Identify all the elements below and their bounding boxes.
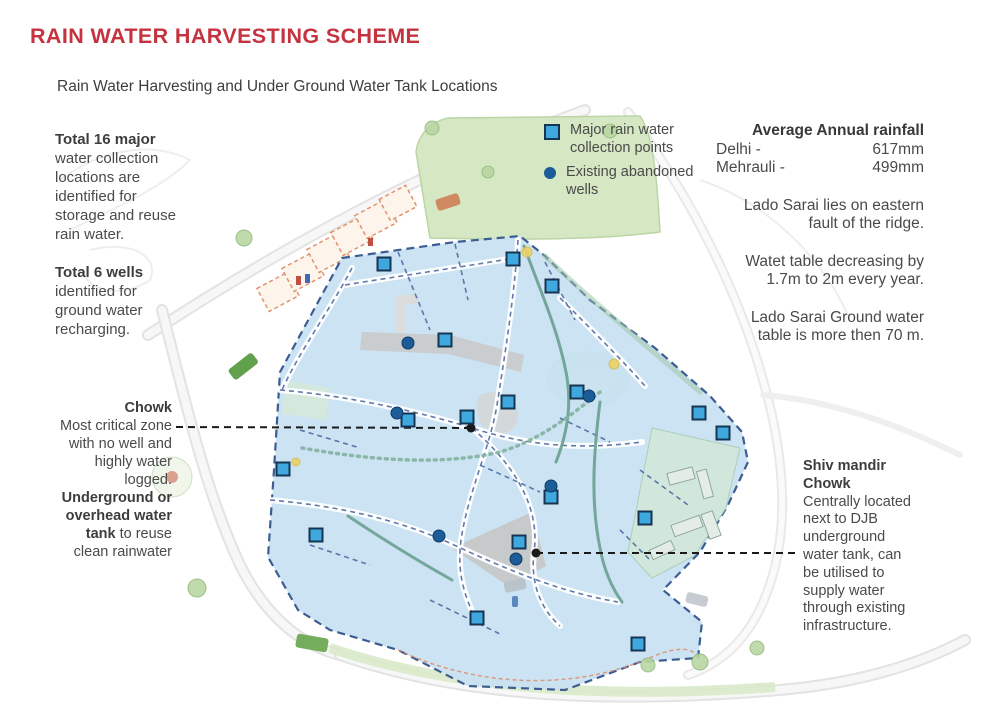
map-subtitle: Rain Water Harvesting and Under Ground Water Tank Locations [57,78,498,95]
wells-summary-note [55,263,179,339]
collection-point-marker [402,414,415,427]
page-title: RAIN WATER HARVESTING SCHEME [30,24,421,48]
collection-point-marker [378,258,391,271]
legend [544,122,706,206]
rainfall-notes [716,197,924,346]
collection-point-marker [693,407,706,420]
collection-point-marker [310,529,323,542]
chowk-annotation-body: Most critical zone with no well and highly water logged. [59,418,172,488]
abandoned-well-marker [433,530,445,542]
annotation-connector-dot [467,424,476,433]
rainfall-panel [716,122,924,346]
rainfall-row-delhi [716,141,924,160]
legend-label-abandoned-wells: Existing abandoned wells [566,164,694,198]
ridge-note: Lado Sarai lies on eastern fault of the ridge. [743,196,924,232]
abandoned-well-marker [583,390,595,402]
collection-point-square-icon [544,124,560,140]
collection-point-marker [632,638,645,651]
rainfall-row-mehrauli [716,159,924,178]
collection-summary-bold: Total 16 major [55,131,156,148]
collection-point-marker [639,512,652,525]
abandoned-well-marker [391,407,403,419]
rainfall-value-mehrauli: 499mm [872,159,924,176]
collection-summary-rest: water collection locations are identified for storage and reuse rain water. [55,150,176,243]
collection-point-marker [571,386,584,399]
collection-point-marker [277,463,290,476]
collection-point-marker [471,612,484,625]
collection-point-marker [513,536,526,549]
shiv-mandir-annotation [803,458,913,636]
collection-summary-note [55,130,179,244]
wells-summary-bold: Total 6 wells [55,264,144,281]
chowk-annotation-title: Chowk [124,400,172,416]
collection-point-marker [717,427,730,440]
water-table-note: Watet table decreasing by 1.7m to 2m every year. [745,252,924,288]
collection-point-marker [546,280,559,293]
ground-water-note: Lado Sarai Ground water table is more then 70 m. [750,308,924,344]
shiv-mandir-annotation-title: Shiv mandir Chowk [803,458,886,492]
abandoned-well-marker [510,553,522,565]
chowk-annotation-tail: to reuse clean rainwater [73,526,172,560]
wells-summary-rest: identified for ground water recharging. [55,283,143,338]
rainfall-label-delhi: Delhi - [716,140,761,158]
summary-notes [55,130,179,339]
collection-point-marker [507,253,520,266]
collection-point-marker [439,334,452,347]
abandoned-well-circle-icon [544,167,556,179]
collection-point-marker [502,396,515,409]
chowk-annotation-bold: Underground or overhead water tank [61,490,172,542]
collection-point-marker [461,411,474,424]
abandoned-well-marker [402,337,414,349]
abandoned-well-marker [545,480,557,492]
rainfall-label-mehrauli: Mehrauli - [716,159,785,176]
legend-label-collection-points: Major rain water collection points [570,122,674,156]
chowk-annotation [48,399,172,561]
rainfall-title: Average Annual rainfall [752,122,924,139]
legend-item-collection-points [544,122,706,157]
annotation-connector-dot [532,549,541,558]
rainfall-value-delhi: 617mm [872,140,924,158]
shiv-mandir-annotation-body: Centrally located next to DJB underground water tank, can be utilised to supply water through existing infrastructure. [803,493,911,635]
legend-item-abandoned-wells [544,164,706,199]
